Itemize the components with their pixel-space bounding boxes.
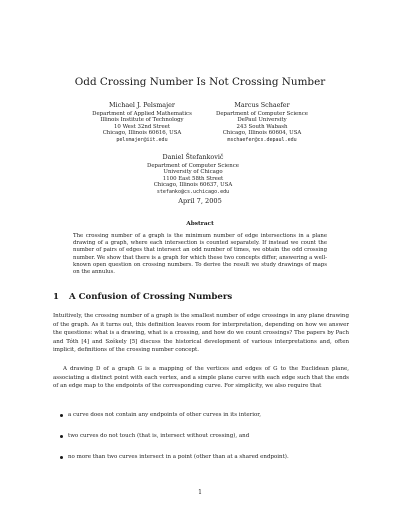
bullet-icon — [60, 435, 63, 438]
affiliation-line: Department of Computer Science — [216, 110, 308, 117]
paper-title: Odd Crossing Number Is Not Crossing Number — [74, 76, 326, 88]
affiliation-line: Chicago, Illinois 60604, USA — [222, 130, 302, 137]
bullet-icon — [60, 456, 63, 459]
body-paragraph: A drawing D of a graph G is a mapping of the vertices and edges of G to the Euclidean plane, associating a distinct point with each vertex, and a simple plane curve with each edge such that the ends of an edge map to the endpoints of the corresponding curve. For simplicity, we also require that — [53, 366, 349, 390]
bullet-text: a curve does not contain any endpoints of other curves in its interior, — [68, 412, 262, 418]
abstract-heading: Abstract — [186, 221, 214, 227]
author-email: mschaefer@cs.depaul.edu — [227, 136, 297, 143]
affiliation-line: 243 South Wabash — [236, 123, 288, 130]
affiliation-line: Department of Computer Science — [147, 162, 239, 169]
author-name: Daniel Štefankovič — [162, 153, 224, 161]
affiliation-line: Chicago, Illinois 60637, USA — [153, 182, 233, 189]
affiliation-line: Illinois Institute of Technology — [100, 117, 184, 124]
bullet-icon — [60, 414, 63, 417]
section-number: 1 — [53, 292, 59, 302]
paper-date: April 7, 2005 — [178, 197, 222, 205]
author-name: Michael J. Pelsmajer — [109, 101, 175, 109]
affiliation-line: DePaul University — [237, 117, 287, 124]
author-block — [92, 102, 192, 144]
bullet-item — [58, 432, 348, 441]
page-number: 1 — [198, 489, 202, 496]
affiliation-line: Chicago, Illinois 60616, USA — [102, 130, 182, 137]
affiliation-line: 1100 East 58th Street — [162, 175, 224, 182]
body-paragraph: Intuitively, the crossing number of a graph is the smallest number of edge crossings in any plane drawing of the graph. As it turns out, this definition leaves room for interpretation, depending on how we answer the questions: what is a drawing, what is a crossing, and how do we count crossings? The papers by Pach and Tóth [4] and Székely [5] discuss the historical development of various interpretations and, often implicit, definitions of the crossing number concept. — [53, 313, 349, 354]
bullet-item — [58, 453, 348, 462]
bullet-text: two curves do not touch (that is, intersect without crossing), and — [68, 433, 250, 439]
bullet-text: no more than two curves intersect in a point (other than at a shared endpoint). — [68, 454, 289, 460]
affiliation-line: University of Chicago — [163, 169, 223, 176]
author-email: stefanko@cs.uchicago.edu — [156, 188, 230, 195]
affiliation-line: Department of Applied Mathematics — [92, 110, 192, 117]
abstract-text: The crossing number of a graph is the minimum number of edge intersections in a plane drawing of a graph, where each intersection is counted separately. If instead we count the number of pairs of edges that intersect an odd number of times, we obtain the odd crossing number. We show that there is a graph for which these two concepts differ, answering a well-known open question on crossing numbers. To derive the result we study drawings of maps on the annulus. — [73, 233, 327, 276]
bullet-list — [58, 411, 348, 474]
author-block — [136, 154, 250, 196]
section-heading — [53, 292, 353, 302]
affiliation-line: 10 West 32nd Street — [114, 123, 170, 130]
bullet-item — [58, 411, 348, 420]
author-name: Marcus Schaefer — [234, 101, 290, 109]
section-title: A Confusion of Crossing Numbers — [69, 292, 233, 302]
author-email: pelsmajer@iit.edu — [116, 136, 168, 143]
author-block — [206, 102, 318, 144]
